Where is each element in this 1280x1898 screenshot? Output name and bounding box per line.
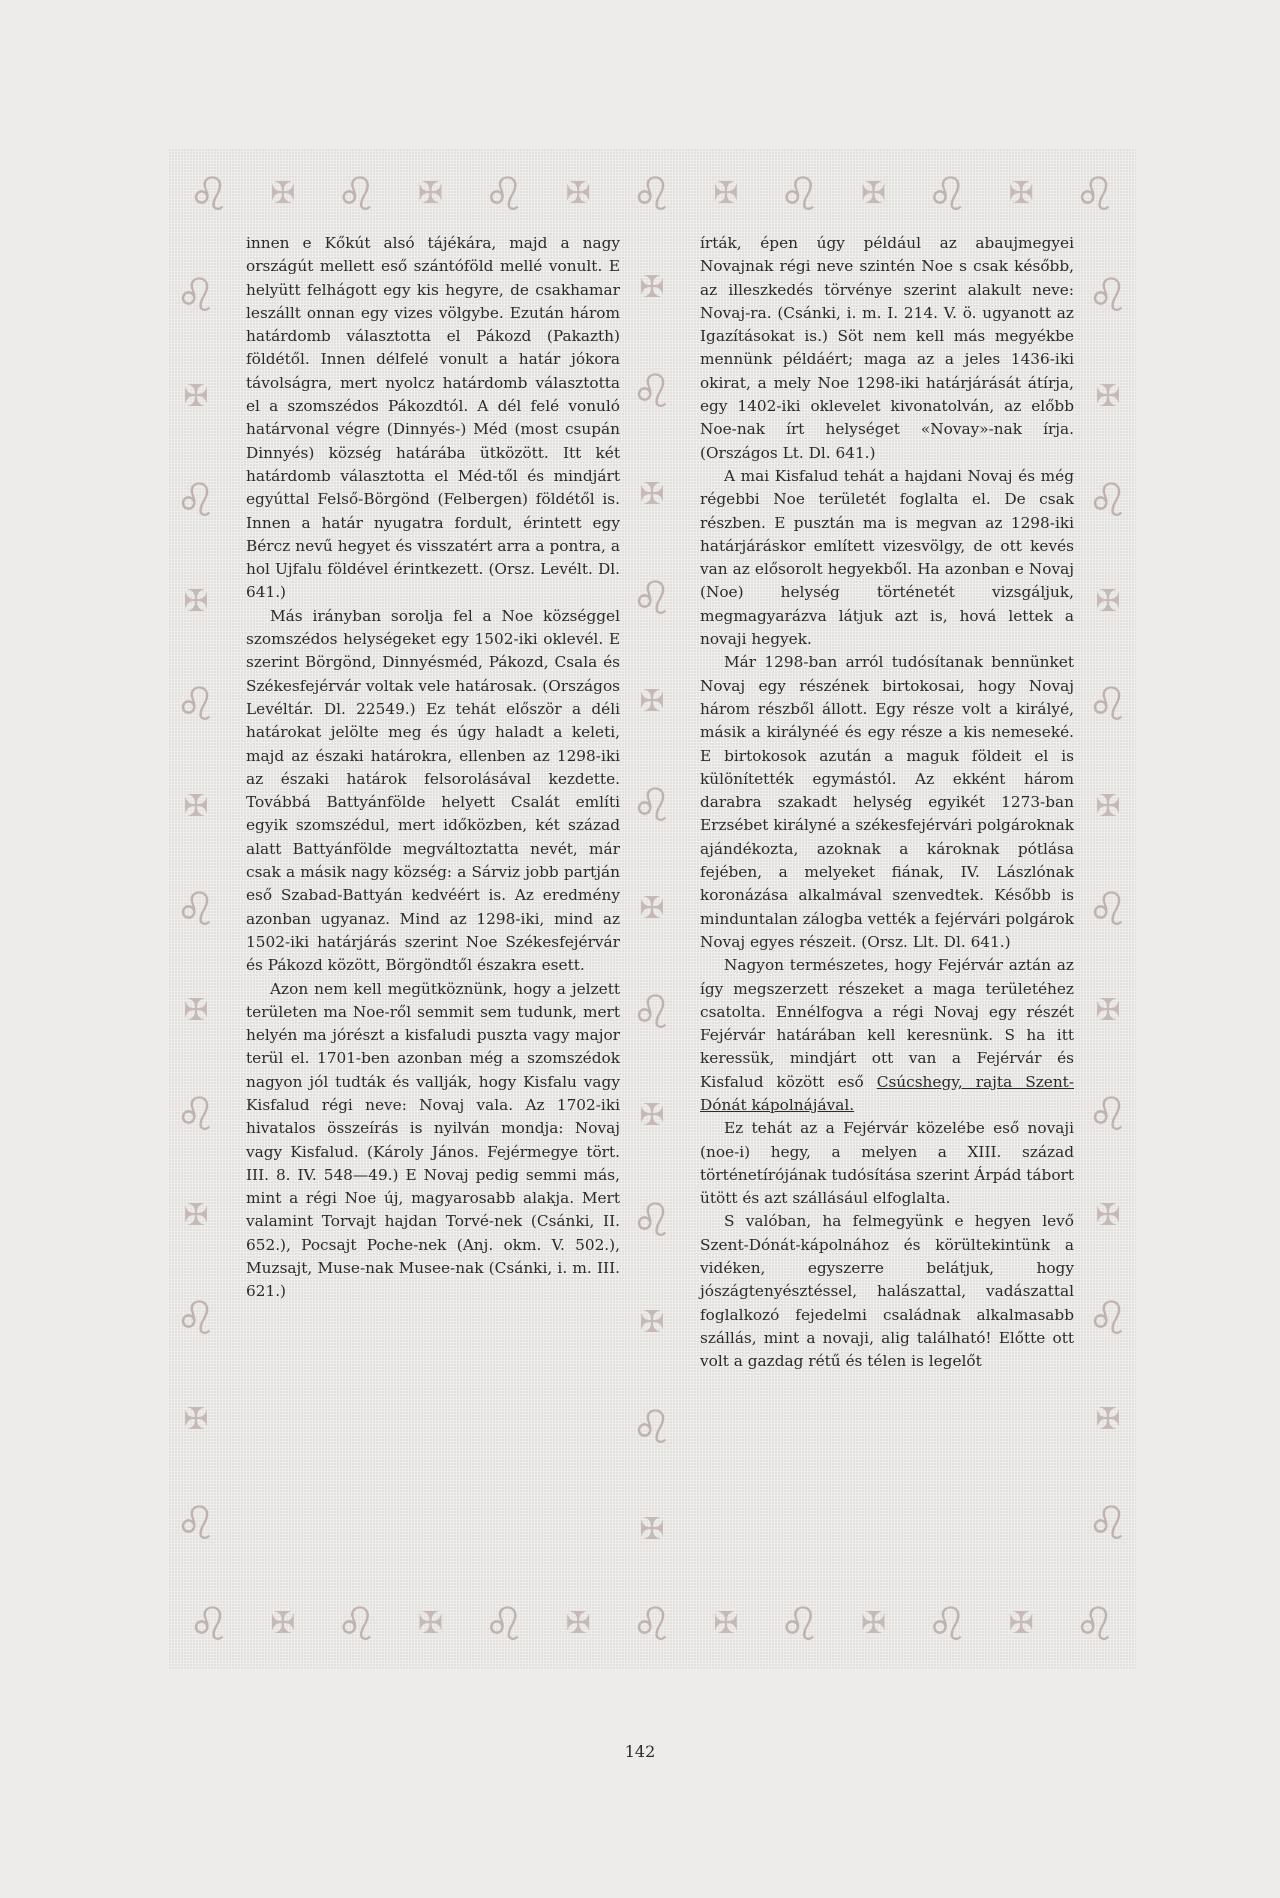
lion-icon: ♌ <box>175 268 217 323</box>
cross-ornament-icon: ✠ <box>565 176 591 211</box>
lion-icon: ♌ <box>631 778 673 833</box>
lion-icon: ♌ <box>926 1597 968 1651</box>
lion-icon: ♌ <box>631 167 673 221</box>
ornament-band-top <box>168 148 1136 240</box>
lion-icon: ♌ <box>335 1597 378 1651</box>
cross-ornament-icon: ✠ <box>639 269 665 305</box>
cross-ornament-icon: ✠ <box>1095 1402 1121 1438</box>
paragraph: írták, épen úgy például az abaujmegyei Novajnak régi neve szintén Noe s csak később, az illeszkedés törvénye szerint alakult neve: Novaj-ra. (Csánki, i. m. I. 214. V. ö. ugyanott az Igazításokat is.) Söt nem kell más megyékbe mennünk példáért; maga az a jeles 1436-iki okirat, a mely Noe 1298-iki határjárását átírja, egy 1402-iki oklevelet kivonatolván, az előbb Noe-nak írt helységet «Novay»-nak írja. (Országos Lt. Dl. 641.) <box>700 234 1074 462</box>
lion-icon: ♌ <box>1087 1495 1129 1550</box>
lion-icon: ♌ <box>175 1495 217 1550</box>
cross-ornament-icon: ✠ <box>417 176 444 211</box>
cross-ornament-icon: ✠ <box>1095 788 1121 824</box>
cross-ornament-icon: ✠ <box>270 176 296 211</box>
cross-ornament-icon: ✠ <box>639 476 665 512</box>
lion-icon: ♌ <box>1087 677 1129 732</box>
lion-icon: ♌ <box>1087 1291 1129 1346</box>
paragraph-text: Nagyon természetes, hogy Fejérvár aztán az így megszerzett részeket a maga területéhez csatolta. Ennélfogva a régi Novaj egy részét Fejérvár határában kell keresnünk. S ha itt keressük, mindjárt ott van a Fejérvár és Kisfalud között eső <box>700 956 1074 1091</box>
ornament-band-right <box>1080 240 1136 1578</box>
cross-ornament-icon: ✠ <box>860 176 887 211</box>
lion-icon: ♌ <box>1087 881 1129 936</box>
lion-icon: ♌ <box>175 677 217 732</box>
cross-ornament-icon: ✠ <box>1095 379 1121 415</box>
paragraph: innen e Kőkút alsó tájékára, majd a nagy országút mellett eső szántóföld mellé vonult. E helyütt felhágott egy kis hegyre, de csakhamar leszállt onnan egy vizes völgybe. Ezután három határdomb választotta el Pákozd (Pakazth) földétől. Innen délfelé vonult a határ jókora távolságra, mert nyolcz határdomb választotta el a szomszédos Pákozdtól. A dél felé vonuló határvonal végre (Dinnyés-) Méd (most csupán Dinnyés) község határába ütközött. Itt két határdomb választotta el Méd-től és mindjárt egyúttal Felső-Börgönd (Felbergen) földétől is. Innen a határ nyugatra fordult, érintett egy Bércz nevű hegyet és visszatért arra a pontra, a hol Ujfalu földével érintkezett. (Orsz. Levélt. Dl. 641.) <box>246 234 620 602</box>
lion-icon: ♌ <box>631 571 673 626</box>
text-columns <box>246 232 1082 1642</box>
lion-icon: ♌ <box>483 1597 525 1651</box>
cross-ornament-icon: ✠ <box>183 1402 209 1438</box>
cross-ornament-icon: ✠ <box>639 683 665 719</box>
right-column <box>700 232 1074 1374</box>
left-column <box>246 232 620 1304</box>
lion-icon: ♌ <box>779 167 821 221</box>
lion-icon: ♌ <box>631 985 673 1040</box>
lion-icon: ♌ <box>1074 167 1116 221</box>
lion-icon: ♌ <box>1087 1086 1129 1141</box>
cross-ornament-icon: ✠ <box>270 1606 296 1641</box>
paragraph: Ez tehát az a Fejérvár közelébe eső novaji (noe-i) hegy, a melyen a XIII. század történetírójának tudósítása szerint Árpád tábort ütött és azt szállásául elfoglalta. <box>700 1119 1074 1208</box>
lion-icon: ♌ <box>631 364 673 419</box>
cross-ornament-icon: ✠ <box>1095 993 1121 1029</box>
lion-icon: ♌ <box>175 881 217 936</box>
lion-icon: ♌ <box>175 472 217 527</box>
lion-icon: ♌ <box>631 1399 673 1454</box>
lion-icon: ♌ <box>631 1597 673 1651</box>
lion-icon: ♌ <box>483 167 525 221</box>
cross-ornament-icon: ✠ <box>639 1512 665 1548</box>
ornament-band-left <box>168 240 224 1578</box>
cross-ornament-icon: ✠ <box>183 788 209 824</box>
cross-ornament-icon: ✠ <box>183 584 209 620</box>
cross-ornament-icon: ✠ <box>1095 1197 1121 1233</box>
lion-icon: ♌ <box>1087 268 1129 323</box>
cross-ornament-icon: ✠ <box>417 1606 444 1641</box>
underlined-place-name: Csúcshegy, rajta Szent-Dónát kápolnájával. <box>700 1072 1074 1114</box>
lion-icon: ♌ <box>188 1597 230 1651</box>
lion-icon: ♌ <box>175 1291 217 1346</box>
lion-icon: ♌ <box>1087 472 1129 527</box>
paragraph: A mai Kisfalud tehát a hajdani Novaj és még régebbi Noe területét foglalta el. De csak részben. E pusztán ma is megvan az 1298-iki határjáráskor említett vizesvölgy, de ott kevés van az elősorolt hegyekből. Ha azonban e Novaj (Noe) helység történetét vizsgáljuk, megmagyarázva látjuk azt is, hová lettek a novaji hegyek. <box>700 466 1074 649</box>
cross-ornament-icon: ✠ <box>713 1606 739 1641</box>
cross-ornament-icon: ✠ <box>565 1606 591 1641</box>
cross-ornament-icon: ✠ <box>713 176 739 211</box>
paragraph: Már 1298-ban arról tudósítanak bennünket Novaj egy részének birtokosai, hogy Novaj három részből állott. Egy része volt a királyé, másik a királynéé és egy része a kis nemeseké. E birtokosok azután a maguk földeit el is különítették egymástól. Az ekként három darabra szakadt helység egyikét 1273-ban Erzsébet királyné a székesfejérvári polgároknak ajándékozta, azoknak a károknak pótlása fejében, a melyeket fiának, IV. Lászlónak koronázása alkalmával szenvedtek. Később is minduntalan zálogba vették a fejérvári polgárok Novaj egyes részeit. (Orsz. Llt. Dl. 641.) <box>700 653 1074 951</box>
cross-ornament-icon: ✠ <box>860 1606 887 1641</box>
cross-ornament-icon: ✠ <box>639 1305 665 1341</box>
lion-icon: ♌ <box>926 167 968 221</box>
cross-ornament-icon: ✠ <box>639 1098 665 1134</box>
cross-ornament-icon: ✠ <box>1008 176 1034 211</box>
lion-icon: ♌ <box>1074 1597 1116 1651</box>
cross-ornament-icon: ✠ <box>1095 584 1121 620</box>
cross-ornament-icon: ✠ <box>183 1197 209 1233</box>
paragraph: Más irányban sorolja fel a Noe községgel szomszédos helységeket egy 1502-iki oklevél. E szerint Börgönd, Dinnyésméd, Pákozd, Csala és Székesfejérvár voltak vele határosak. (Országos Levéltár. Dl. 22549.) Ez tehát először a déli határokat jelölte meg és úgy haladt a keleti, majd az északi határokra, ellenben az 1298-iki az északi határok felsorolásával kezdette. Továbbá Battyánfölde helyett Csalát említi egyik szomszédul, mert időközben, két század alatt Battyánfölde megváltoztatta nevét, már csak a másik nagy község: a Sárviz jobb partján eső Szabad-Battyán kedvéért is. Az eredmény azonban ugyanaz. Mind az 1298-iki, mind az 1502-iki határjárás szerint Noe Székesfejérvár és Pákozd között, Börgöndtől északra esett. <box>246 606 620 975</box>
paragraph: S valóban, ha felmegyünk e hegyen levő Szent-Dónát-kápolnához és körültekintünk a vidéken, egyszerre belátjuk, hogy jószágtenyésztéssel, halászattal, vadászattal foglalkozó fejedelmi családnak alkalmasabb szállás, mint a novaji, alig található! Előtte ott volt a gazdag rétű és télen is legelőt <box>700 1212 1074 1371</box>
lion-icon: ♌ <box>335 167 378 221</box>
lion-icon: ♌ <box>175 1086 217 1141</box>
page-number: 142 <box>624 1742 656 1761</box>
cross-ornament-icon: ✠ <box>183 379 209 415</box>
paragraph <box>700 954 1074 1117</box>
lion-icon: ♌ <box>631 1192 673 1247</box>
cross-ornament-icon: ✠ <box>183 993 209 1029</box>
lion-icon: ♌ <box>779 1597 821 1651</box>
lion-icon: ♌ <box>188 167 230 221</box>
cross-ornament-icon: ✠ <box>1008 1606 1034 1641</box>
paragraph: Azon nem kell megütköznünk, hogy a jelzett területen ma Noe-ről semmit sem tudunk, mert helyén ma jórészt a kisfaludi puszta vagy major terül el. 1701-ben azonban még a szomszédok nagyon jól tudták és vallják, hogy Kisfalu vagy Kisfalud régi neve: Novaj vala. Az 1702-iki hivatalos összeírás is nyilván mondja: Novaj vagy Kisfalud. (Károly János. Fejérmegye tört. III. 8. IV. 548—49.) E Novaj pedig semmi más, mint a régi Noe új, magyarosabb alakja. Mert valamint Torvajt hajdan Torvé-nek (Csánki, II. 652.), Pocsajt Poche-nek (Anj. okm. V. 502.), Muzsajt, Muse-nak Musee-nak (Csánki, i. m. III. 621.) <box>246 979 620 1301</box>
cross-ornament-icon: ✠ <box>639 890 665 926</box>
